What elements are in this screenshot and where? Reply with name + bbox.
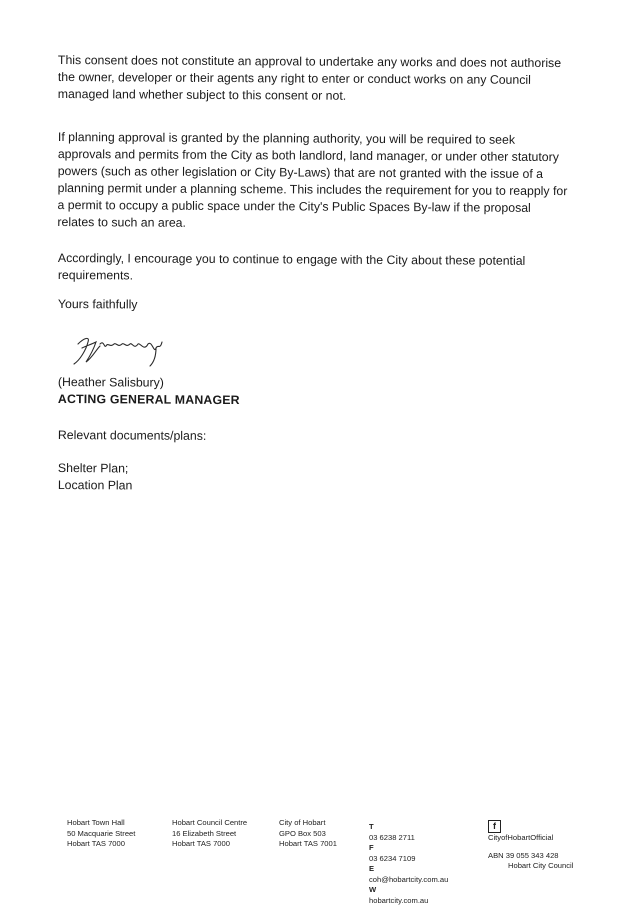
signature-icon — [70, 330, 170, 368]
council-name: Hobart City Council — [508, 861, 574, 870]
signer-title: ACTING GENERAL MANAGER — [57, 391, 240, 408]
contact-email: E coh@hobartcity.com.au — [369, 864, 449, 884]
contact-phone: T 03 6238 2711 — [369, 822, 415, 842]
contact-website: W hobartcity.com.au — [369, 885, 429, 905]
contact-fax: F 03 6234 7109 — [369, 843, 416, 863]
footer-social-abn — [488, 820, 573, 872]
document-item: Location Plan — [57, 477, 133, 493]
document-item: Shelter Plan; — [57, 460, 129, 476]
social-facebook: f CityofHobartOfficial — [488, 821, 554, 842]
closing-salutation: Yours faithfully — [57, 296, 138, 312]
letterhead-footer — [0, 818, 622, 905]
paragraph-consent: This consent does not constitute an approval to undertake any works and does not authorise the owner, developer or their agents any right to enter or conduct works on any Council managed land whether subject to this consent or not. — [57, 52, 562, 103]
footer-contacts — [369, 822, 448, 906]
signer-name: (Heather Salisbury) — [57, 374, 164, 390]
facebook-icon: f — [488, 820, 501, 833]
paragraph-engage: Accordingly, I encourage you to continue to engage with the City about these potential requirements. — [57, 250, 526, 283]
footer-town-hall-address: Hobart Town Hall 50 Macquarie Street Hobart TAS 7000 — [67, 818, 136, 848]
paragraph-approvals: If planning approval is granted by the planning authority, you will be required to seek approvals and permits from the City as both landlord, land manager, or under other statutory powers (such as other legislation or City By-Laws) that are not granted with the issue of a planning permit under a planning scheme. This includes the requirement for you to reapply for a permit to occupy a public space under the City's Public Spaces By-law if the proposal relates to such an area. — [57, 129, 568, 230]
documents-heading: Relevant documents/plans: — [57, 427, 207, 443]
footer-postal-address: City of Hobart GPO Box 503 Hobart TAS 7001 — [279, 818, 337, 848]
documents-list — [58, 460, 568, 497]
abn-number: ABN 39 055 343 428 — [488, 850, 559, 860]
footer-council-centre-address: Hobart Council Centre 16 Elizabeth Street Hobart TAS 7000 — [172, 818, 248, 848]
signature-image — [70, 330, 170, 368]
